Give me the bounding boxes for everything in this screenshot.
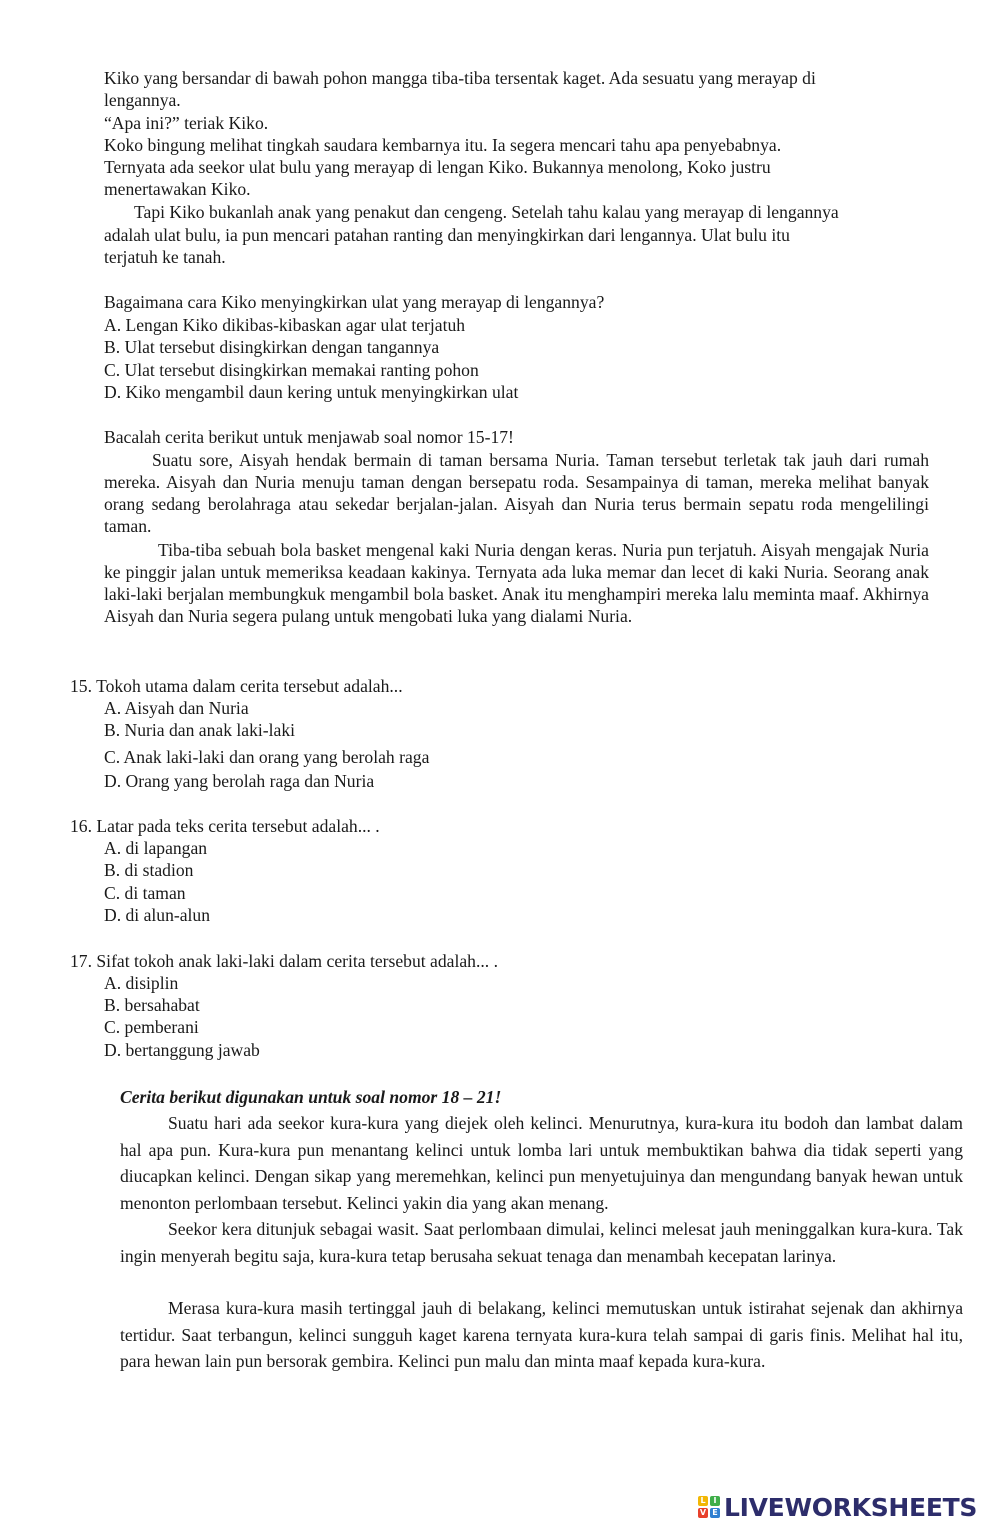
passage3-heading: Cerita berikut digunakan untuk soal nomor 18 – 21! [120, 1087, 502, 1107]
logo-mark-tile: E [710, 1508, 720, 1518]
answer-option[interactable]: B. bersahabat [104, 995, 200, 1015]
question-text: 17. Sifat tokoh anak laki-laki dalam cerita tersebut adalah... . [70, 951, 498, 971]
question-text: 16. Latar pada teks cerita tersebut adalah... . [70, 816, 380, 836]
answer-option[interactable]: A. Aisyah dan Nuria [104, 698, 249, 718]
logo-mark-tile: I [710, 1496, 720, 1506]
answer-option[interactable]: C. Anak laki-laki dan orang yang berolah raga [104, 747, 430, 767]
answer-option[interactable]: A. di lapangan [104, 838, 208, 858]
logo-mark-tile: V [699, 1508, 707, 1517]
answer-option[interactable]: C. Ulat tersebut disingkirkan memakai ranting pohon [104, 360, 479, 380]
answer-option[interactable]: B. Nuria dan anak laki-laki [104, 720, 296, 740]
passage3-paragraph: Seekor kera ditunjuk sebagai wasit. Saat perlombaan dimulai, kelinci melesat jauh meninggalkan kura-kura. Tak ingin menyerah begitu saja, kura-kura tetap berusaha sekuat tenaga dan menambah kecepatan larinya. [120, 1219, 963, 1266]
passage1-line: lengannya. [104, 90, 181, 110]
passage1-line: terjatuh ke tanah. [104, 247, 226, 267]
passage1-line: menertawakan Kiko. [104, 179, 251, 199]
answer-option[interactable]: D. Kiko mengambil daun kering untuk menyingkirkan ulat [104, 382, 519, 402]
answer-option[interactable]: B. Ulat tersebut disingkirkan dengan tangannya [104, 337, 440, 357]
liveworksheets-logo[interactable] [698, 1494, 977, 1520]
answer-option[interactable]: A. disiplin [104, 973, 179, 993]
passage3-paragraph: Suatu hari ada seekor kura-kura yang diejek oleh kelinci. Menurutnya, kura-kura itu bodoh dan lambat dalam hal apa pun. Kura-kura pun menantang kelinci untuk lomba lari untuk membuktikan bahwa dia tidak seperti yang diucapkan kelinci. Dengan sikap yang meremehkan, kelinci pun menyetujuinya dan mengundang banyak hewan untuk menonton perlombaan tersebut. Kelinci yakin dia yang akan menang. [120, 1113, 963, 1213]
answer-option[interactable]: B. di stadion [104, 860, 194, 880]
question-text: Bagaimana cara Kiko menyingkirkan ulat yang merayap di lengannya? [104, 292, 605, 312]
passage2-paragraph: Tiba-tiba sebuah bola basket mengenal kaki Nuria dengan keras. Nuria pun terjatuh. Aisyah mengajak Nuria ke pinggir jalan untuk memeriksa keadaan kakinya. Ternyata ada luka memar dan lecet di kaki Nuria. Seorang anak laki-laki berjalan membungkuk mengambil bola basket. Anak itu menghampiri mereka lalu meminta maaf. Akhirnya Aisyah dan Nuria segera pulang untuk mengobati luka yang dialami Nuria. [104, 540, 929, 626]
logo-mark-icon [698, 1496, 720, 1518]
answer-option[interactable]: D. di alun-alun [104, 905, 211, 925]
answer-option[interactable]: D. bertanggung jawab [104, 1040, 260, 1060]
passage1-line: adalah ulat bulu, ia pun mencari patahan ranting dan menyingkirkan dari lengannya. Ulat bulu itu [104, 225, 790, 245]
logo-mark-tile: L [698, 1496, 708, 1506]
passage1-line: Ternyata ada seekor ulat bulu yang merayap di lengan Kiko. Bukannya menolong, Koko justru [104, 157, 771, 177]
answer-option[interactable]: A. Lengan Kiko dikibas-kibaskan agar ulat terjatuh [104, 315, 466, 335]
passage3-paragraph: Merasa kura-kura masih tertinggal jauh di belakang, kelinci memutuskan untuk istirahat sejenak dan akhirnya tertidur. Saat terbangun, kelinci sungguh kaget karena ternyata kura-kura telah sampai di garis finis. Melihat hal itu, para hewan lain pun bersorak gembira. Kelinci pun malu dan minta maaf kepada kura-kura. [120, 1298, 963, 1372]
passage-intro: Bacalah cerita berikut untuk menjawab soal nomor 15-17! [104, 427, 514, 447]
passage2-paragraph: Suatu sore, Aisyah hendak bermain di taman bersama Nuria. Taman tersebut terletak tak jauh dari rumah mereka. Aisyah dan Nuria menuju taman dengan bersepatu roda. Sesampainya di taman, mereka melihat banyak orang sedang berolahraga atau sekedar berjalan-jalan. Aisyah dan Nuria terus bermain sepatu roda mengelilingi taman. [104, 450, 929, 536]
answer-option[interactable]: D. Orang yang berolah raga dan Nuria [104, 771, 375, 791]
question-text: 15. Tokoh utama dalam cerita tersebut adalah... [70, 676, 403, 696]
logo-text: LIVEWORKSHEETS [724, 1492, 978, 1522]
passage1-line: “Apa ini?” teriak Kiko. [104, 113, 269, 133]
passage1-line: Tapi Kiko bukanlah anak yang penakut dan cengeng. Setelah tahu kalau yang merayap di lengannya [134, 202, 839, 222]
passage1-line: Kiko yang bersandar di bawah pohon mangga tiba-tiba tersentak kaget. Ada sesuatu yang merayap di [104, 68, 816, 88]
answer-option[interactable]: C. pemberani [104, 1017, 199, 1037]
passage1-line: Koko bingung melihat tingkah saudara kembarnya itu. Ia segera mencari tahu apa penyebabnya. [104, 135, 782, 155]
answer-option[interactable]: C. di taman [104, 883, 186, 903]
